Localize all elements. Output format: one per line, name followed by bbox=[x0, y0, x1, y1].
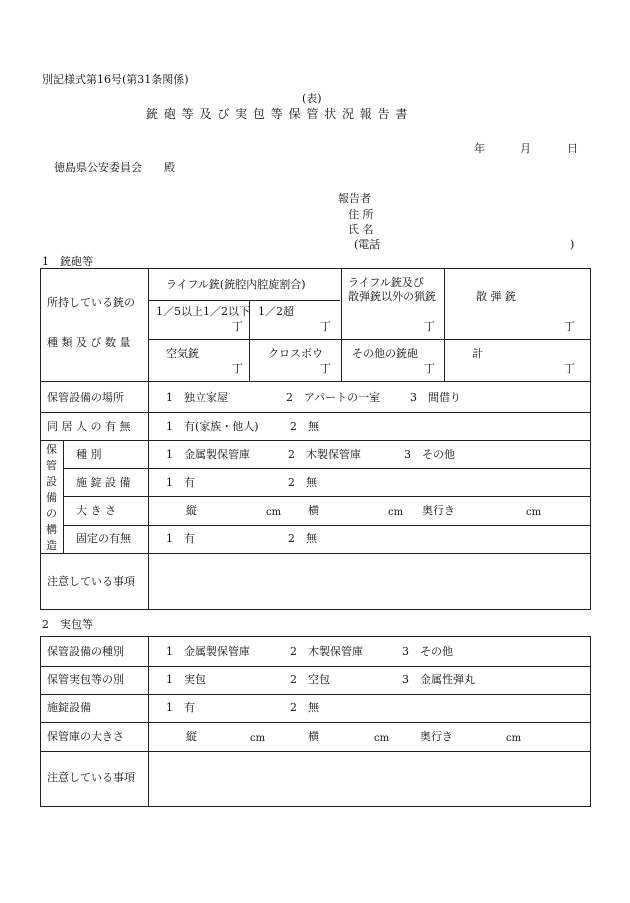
unit-total: 丁 bbox=[564, 362, 575, 375]
size-label: 大 き さ bbox=[76, 504, 116, 517]
date-month-label: 月 bbox=[520, 142, 531, 155]
phone-label: (電話 bbox=[354, 238, 381, 251]
crossbow-label: クロスボウ bbox=[268, 347, 323, 360]
shotgun-header: 散 弾 銃 bbox=[476, 290, 516, 303]
other-gun-label: その他の銃砲 bbox=[352, 347, 418, 360]
ammo-type-option-2: 2 空包 bbox=[290, 673, 330, 686]
phone-close-paren: ) bbox=[570, 238, 575, 251]
lock-option-1: 1 有 bbox=[166, 476, 195, 489]
storage-place-option-2: 2 アパートの一室 bbox=[286, 391, 381, 404]
lock-option-2: 2 無 bbox=[288, 476, 317, 489]
owned-guns-label-1: 所持している銃の bbox=[47, 296, 135, 309]
fixed-option-2: 2 無 bbox=[288, 532, 317, 545]
date-year-label: 年 bbox=[474, 142, 485, 155]
size-height-unit: cm bbox=[266, 507, 282, 518]
size-height-label: 縦 bbox=[186, 504, 197, 517]
ammo-type-label: 保管実包等の別 bbox=[47, 673, 124, 686]
unit-crossbow: 丁 bbox=[320, 362, 331, 375]
size-width-label: 横 bbox=[308, 504, 319, 517]
air-gun-label: 空気銃 bbox=[166, 347, 199, 360]
address-label: 住 所 bbox=[348, 208, 374, 221]
owned-guns-label-2: 種 類 及 び 数 量 bbox=[47, 336, 131, 349]
ammo-storage-kind-option-3: 3 その他 bbox=[402, 645, 453, 658]
firearms-table bbox=[40, 268, 591, 610]
ammo-size-width-label: 横 bbox=[308, 730, 319, 743]
ammo-size-height-unit: cm bbox=[250, 733, 266, 744]
ammo-lock-option-1: 1 有 bbox=[166, 701, 195, 714]
section1-notes-label: 注意している事項 bbox=[47, 575, 135, 588]
rifle-header: ライフル銃(銃腔内腔旋割合) bbox=[166, 278, 306, 291]
ammo-size-depth-label: 奥行き bbox=[420, 730, 453, 743]
storage-place-label: 保管設備の場所 bbox=[47, 391, 124, 404]
section1-heading: 1 銃砲等 bbox=[42, 255, 93, 268]
front-side-label: (表) bbox=[302, 92, 322, 105]
ammo-size-height-label: 縦 bbox=[186, 730, 197, 743]
document-title: 銃 砲 等 及 び 実 包 等 保 管 状 況 報 告 書 bbox=[146, 107, 409, 121]
cohabitant-option-2: 2 無 bbox=[290, 420, 319, 433]
unit-other-gun: 丁 bbox=[424, 362, 435, 375]
date-day-label: 日 bbox=[567, 142, 578, 155]
type-option-1: 1 金属製保管庫 bbox=[166, 448, 250, 461]
section2-notes-label: 注意している事項 bbox=[47, 771, 135, 784]
size-depth-unit: cm bbox=[526, 507, 542, 518]
size-width-unit: cm bbox=[388, 507, 404, 518]
unit-rifle-b: 丁 bbox=[320, 320, 331, 333]
ammo-storage-kind-option-2: 2 木製保管庫 bbox=[290, 645, 363, 658]
non-rifle-hunting-gun-1: ライフル銃及び bbox=[348, 276, 424, 289]
fixed-option-1: 1 有 bbox=[166, 532, 195, 545]
ammo-size-depth-unit: cm bbox=[506, 733, 522, 744]
fixed-label: 固定の有無 bbox=[76, 532, 131, 545]
section2-heading: 2 実包等 bbox=[42, 618, 93, 631]
cohabitant-option-1: 1 有(家族・他人) bbox=[166, 420, 259, 433]
storage-place-option-1: 1 独立家屋 bbox=[166, 391, 228, 404]
ammo-type-option-1: 1 実包 bbox=[166, 673, 206, 686]
lock-label: 施 錠 設 備 bbox=[76, 476, 131, 489]
unit-shotgun: 丁 bbox=[564, 320, 575, 333]
non-rifle-hunting-gun-2: 散弾銃以外の猟銃 bbox=[348, 290, 436, 303]
type-label-text: 種 別 bbox=[76, 448, 102, 461]
rifle-ratio-fifth-to-half: 1／5以上1／2以下 bbox=[156, 305, 250, 318]
reporter-label: 報告者 bbox=[338, 192, 371, 205]
total-label: 計 bbox=[472, 347, 483, 360]
ammo-lock-option-2: 2 無 bbox=[290, 701, 319, 714]
storage-place-option-3: 3 間借り bbox=[410, 391, 461, 404]
storage-structure-vertical-label: 保管設備の構造 bbox=[46, 443, 57, 552]
form-number: 別記様式第16号(第31条関係) bbox=[42, 73, 189, 86]
ammo-lock-label: 施錠設備 bbox=[47, 701, 91, 714]
addressee: 徳島県公安委員会 殿 bbox=[54, 161, 175, 174]
ammo-type-option-3: 3 金属性弾丸 bbox=[402, 673, 475, 686]
rifle-ratio-over-half: 1／2超 bbox=[258, 305, 294, 318]
unit-rifle-a: 丁 bbox=[232, 320, 243, 333]
ammo-size-width-unit: cm bbox=[374, 733, 390, 744]
size-depth-label: 奥行き bbox=[422, 504, 455, 517]
name-label: 氏 名 bbox=[348, 223, 374, 236]
type-option-3: 3 その他 bbox=[404, 448, 455, 461]
unit-air-gun: 丁 bbox=[232, 362, 243, 375]
type-label bbox=[76, 448, 102, 461]
type-option-2: 2 木製保管庫 bbox=[288, 448, 361, 461]
cohabitant-label: 同 居 人 の 有 無 bbox=[47, 420, 131, 433]
ammo-storage-kind-label: 保管設備の種別 bbox=[47, 645, 124, 658]
ammo-size-label: 保管庫の大きさ bbox=[47, 730, 124, 743]
ammo-storage-kind-option-1: 1 金属製保管庫 bbox=[166, 645, 250, 658]
unit-hunting: 丁 bbox=[424, 320, 435, 333]
